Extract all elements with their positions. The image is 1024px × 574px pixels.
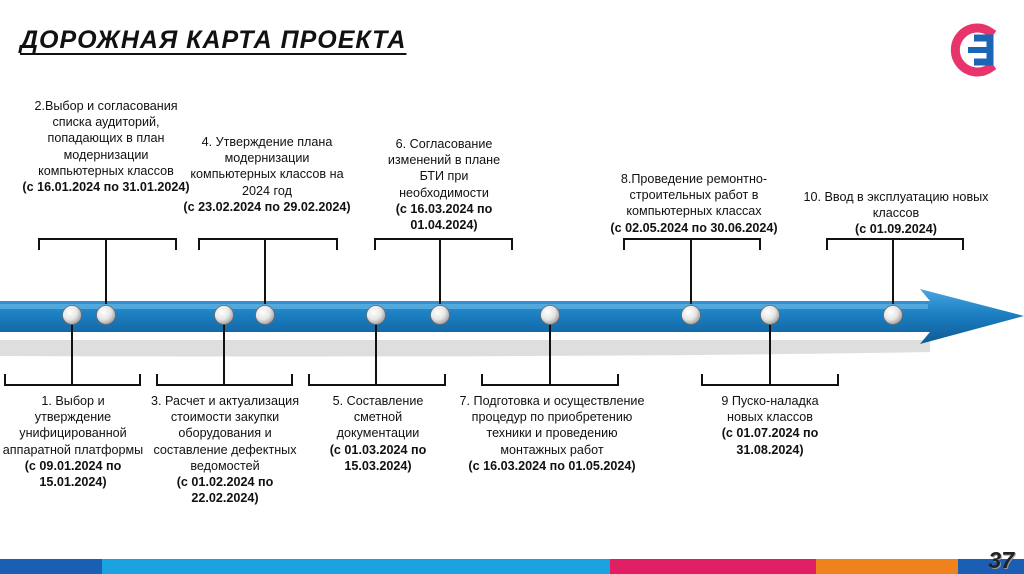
step-6-description: 6. Согласование изменений в плане БТИ при необходимости <box>387 137 501 200</box>
step-6-date: (с 16.03.2024 по 01.04.2024) <box>395 201 493 233</box>
step-9-block <box>703 393 837 458</box>
step-9-description: 9 Пуско-наладка новых классов <box>721 394 819 425</box>
step-3-block <box>150 393 300 506</box>
step-8-description: 8.Проведение ремонтно-строительных работ в компьютерных классах <box>620 172 768 219</box>
connector-step-6 <box>375 239 512 304</box>
milestone-6 <box>431 306 450 325</box>
milestone-4 <box>256 306 275 325</box>
timeline-arrow <box>0 289 1024 344</box>
step-6-block <box>376 136 512 233</box>
footer-bar-pink <box>610 559 816 574</box>
milestone-2 <box>97 306 116 325</box>
footer-bar-lightblue <box>102 559 610 574</box>
connector-step-8 <box>624 239 760 304</box>
step-7-date: (с 16.03.2024 по 01.05.2024) <box>468 458 636 473</box>
page-title: ДОРОЖНАЯ КАРТА ПРОЕКТА <box>20 26 407 54</box>
step-5-description: 5. Составление сметной документации <box>332 394 424 441</box>
step-10-block <box>803 189 989 238</box>
step-3-date: (с 01.02.2024 по 22.02.2024) <box>176 475 274 506</box>
step-8-date: (с 02.05.2024 по 30.06.2024) <box>610 220 778 235</box>
step-4-description: 4. Утверждение плана модернизации компьютерных классов на 2024 год <box>190 135 344 198</box>
milestone-3 <box>215 306 234 325</box>
milestone-5 <box>367 306 386 325</box>
connector-step-2 <box>39 239 176 304</box>
milestone-1 <box>63 306 82 325</box>
top-connectors <box>39 239 963 304</box>
step-1-block <box>2 393 144 490</box>
step-7-description: 7. Подготовка и осуществление процедур по приобретению техники и проведению монтажных работ <box>459 394 645 457</box>
step-9-date: (с 01.07.2024 по 31.08.2024) <box>721 426 819 457</box>
milestone-8 <box>682 306 701 325</box>
step-2-block <box>20 98 192 195</box>
connector-step-10 <box>827 239 963 304</box>
step-5-date: (с 01.03.2024 по 15.03.2024) <box>329 442 427 473</box>
page-number: 37 <box>988 547 1014 573</box>
milestone-7 <box>541 306 560 325</box>
step-10-description: 10. Ввод в эксплуатацию новых классов <box>803 190 989 221</box>
step-10-date: (с 01.09.2024) <box>855 222 937 237</box>
connector-step-4 <box>199 239 337 304</box>
step-4-date: (с 23.02.2024 по 29.02.2024) <box>183 199 351 214</box>
step-1-description: 1. Выбор и утверждение унифицированной аппаратной платформы <box>2 394 144 457</box>
step-1-date: (с 09.01.2024 по 15.01.2024) <box>24 458 122 490</box>
milestone-9 <box>761 306 780 325</box>
step-2-date: (с 16.01.2024 по 31.01.2024) <box>22 180 190 195</box>
step-8-block <box>588 171 800 236</box>
step-7-block <box>456 393 648 474</box>
step-4-block <box>182 134 352 215</box>
step-5-block <box>312 393 444 474</box>
footer-bar-orange <box>816 559 958 574</box>
step-2-description: 2.Выбор и согласования списка аудиторий, попадающих в план модернизации компьютерных классов <box>34 99 178 178</box>
timeline-arrow-highlight <box>0 304 928 309</box>
milestone-10 <box>884 306 903 325</box>
timeline-arrow-shadow <box>0 340 930 357</box>
step-3-description: 3. Расчет и актуализация стоимости закупки оборудования и составление дефектных ведомостей <box>150 394 300 473</box>
footer-bar-blue <box>0 559 102 574</box>
